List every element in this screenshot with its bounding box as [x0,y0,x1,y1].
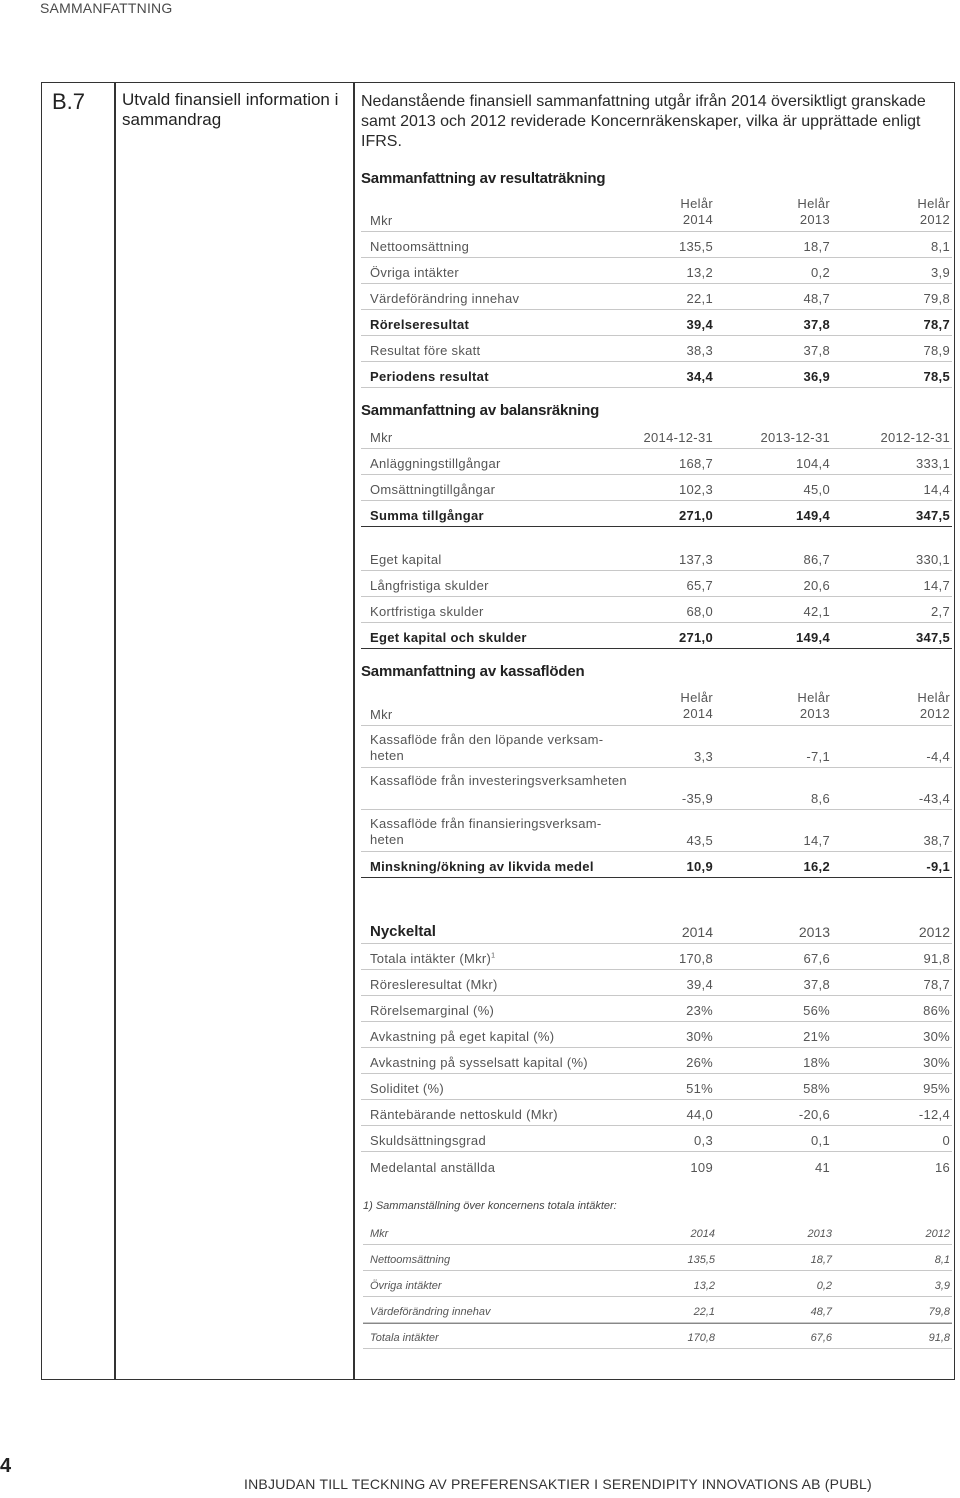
footnote-header-row: Mkr 2014 2013 2012 [363,1219,952,1245]
table-row: Avkastning på sysselsatt kapital (%) 26% 18% 30% [361,1048,952,1074]
column-header: Helår 2013 [797,196,830,227]
section-intro: Nedanstående finansiell sammanfattning utgår ifrån 2014 översiktligt granskade samt 2013 och 2012 reviderade Koncernräkenskaper, vilka är upprättade enligt IFRS. [361,93,926,150]
table-row: Värdeförändring innehav 22,1 48,7 79,8 [361,284,952,310]
footnote-title: 1) Sammanställning över koncernens totala intäkter: [363,1200,617,1212]
column-header: Helår 2014 [680,690,713,721]
kpi-header-row: Nyckeltal 2014 2013 2012 [361,918,952,944]
table-row: Övriga intäkter 13,2 0,2 3,9 [361,258,952,284]
table-row: Räntebärande nettoskuld (Mkr) 44,0 -20,6 -12,4 [361,1100,952,1126]
table-row: Långfristiga skulder 65,7 20,6 14,7 [361,571,952,597]
footnote-row: Värdeförändring innehav 22,1 48,7 79,8 [363,1297,952,1323]
column-header: 2012-12-31 [880,430,950,445]
running-footer: INBJUDAN TILL TECKNING AV PREFERENSAKTIER I SERENDIPITY INNOVATIONS AB (PUBL) [244,1476,872,1492]
page-number: 4 [0,1455,12,1477]
table-row: Totala intäkter (Mkr)$^1$ 170,8 67,6 91,8 [361,944,952,970]
unit-label: Mkr [370,213,393,228]
table-row-total: Periodens resultat 34,4 36,9 78,5 [361,362,952,388]
table-row: Kassaflöde från finansieringsverksam- heten 43,5 14,7 38,7 [361,810,952,852]
cashflow-header-row: Mkr Helår 2014 Helår 2013 Helår 2012 [361,690,952,726]
table-row: Röresleresultat (Mkr) 39,4 37,8 78,7 [361,970,952,996]
table-row-total: Rörelseresultat 39,4 37,8 78,7 [361,310,952,336]
section-title: Utvald finansiell information i sammandrag [122,90,339,129]
footnote-row: Nettoomsättning 135,5 18,7 8,1 [363,1245,952,1271]
table-row-total: Eget kapital och skulder 271,0 149,4 347,5 [361,623,952,649]
kpi-heading: Nyckeltal [370,923,436,940]
table-row: Eget kapital 137,3 86,7 330,1 [361,545,952,571]
footnote-row: Övriga intäkter 13,2 0,2 3,9 [363,1271,952,1297]
column-header: Helår 2012 [917,690,950,721]
column-divider [353,83,355,1379]
table-row: Skuldsättningsgrad 0,3 0,1 0 [361,1126,952,1152]
column-header: Helår 2012 [917,196,950,227]
table-row: Nettoomsättning 135,5 18,7 8,1 [361,232,952,258]
income-header-row [361,196,952,232]
column-header: 2014-12-31 [643,430,713,445]
table-row: Avkastning på eget kapital (%) 30% 21% 30% [361,1022,952,1048]
table-row: Medelantal anställda 109 41 16 [370,1160,950,1175]
table-row-total: Minskning/ökning av likvida medel 10,9 16,2 -9,1 [361,852,952,878]
section-id: B.7 [52,89,86,114]
footnote-row-total: Totala intäkter 170,8 67,6 91,8 [363,1323,952,1349]
cashflow-heading: Sammanfattning av kassaflöden [361,663,585,680]
table-row: Kassaflöde från investeringsverksamheten -35,9 8,6 -43,4 [361,768,952,810]
column-header: Helår 2013 [797,690,830,721]
table-row: Anläggningstillgångar 168,7 104,4 333,1 [361,449,952,475]
table-row: Soliditet (%) 51% 58% 95% [361,1074,952,1100]
table-row: Omsättningtillgångar 102,3 45,0 14,4 [361,475,952,501]
column-header: 2013-12-31 [760,430,830,445]
table-row: Kassaflöde från den löpande verksam- heten 3,3 -7,1 -4,4 [361,726,952,768]
balance-heading: Sammanfattning av balansräkning [361,402,600,419]
column-divider [114,83,116,1379]
table-row-total: Summa tillgångar 271,0 149,4 347,5 [361,501,952,527]
income-heading: Sammanfattning av resultaträkning [361,170,606,187]
column-header: Helår 2014 [680,196,713,227]
table-row: Rörelsemarginal (%) 23% 56% 86% [361,996,952,1022]
table-row: Kortfristiga skulder 68,0 42,1 2,7 [361,597,952,623]
running-header: SAMMANFATTNING [40,0,173,16]
balance-header-row: Mkr 2014-12-31 2013-12-31 2012-12-31 [361,423,952,449]
table-row: Resultat före skatt 38,3 37,8 78,9 [361,336,952,362]
